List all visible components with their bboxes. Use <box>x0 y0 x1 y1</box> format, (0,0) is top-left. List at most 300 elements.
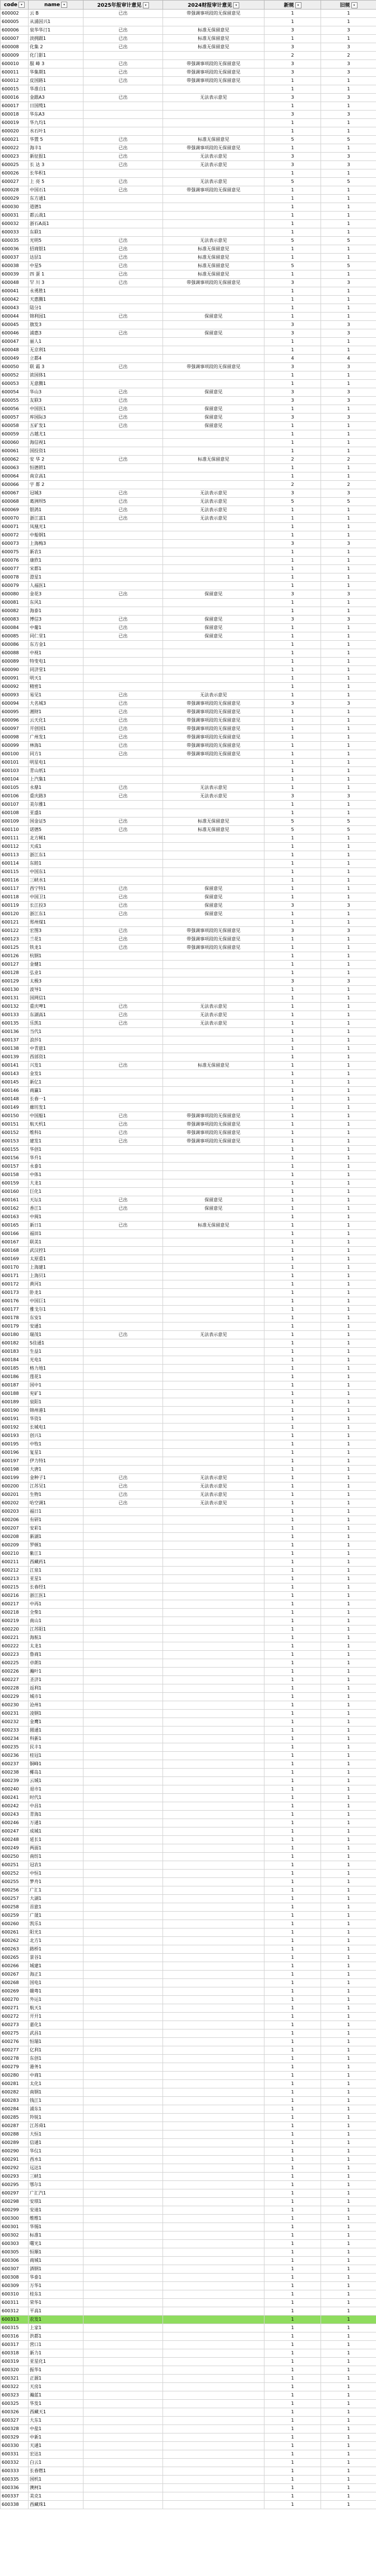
cell-opinion-2025[interactable] <box>83 1432 163 1440</box>
table-row[interactable] <box>1 1314 376 1323</box>
cell-opinion-2024[interactable] <box>163 220 264 228</box>
cell-old-rule[interactable]: 1 <box>321 2332 376 2341</box>
cell-opinion-2024[interactable]: 带强调事项段的无保留意见 <box>163 186 264 195</box>
cell-opinion-2024[interactable] <box>163 2290 264 2299</box>
cell-opinion-2024[interactable] <box>163 2240 264 2248</box>
table-row[interactable] <box>1 750 376 759</box>
table-row[interactable] <box>1 506 376 515</box>
table-row[interactable] <box>1 1045 376 1053</box>
cell-name[interactable]: 有研1 <box>29 1516 83 1525</box>
cell-opinion-2024[interactable]: 标准无保留意见 <box>163 245 264 254</box>
cell-old-rule[interactable]: 1 <box>321 1121 376 1129</box>
cell-new-rule[interactable]: 1 <box>264 607 321 616</box>
cell-old-rule[interactable]: 1 <box>321 1272 376 1280</box>
cell-code[interactable]: 600238 <box>1 1769 29 1777</box>
cell-old-rule[interactable]: 1 <box>321 18 376 26</box>
cell-opinion-2024[interactable] <box>163 1726 264 1735</box>
cell-opinion-2024[interactable] <box>163 986 264 994</box>
table-row[interactable] <box>1 2400 376 2408</box>
cell-new-rule[interactable]: 1 <box>264 2240 321 2248</box>
cell-name[interactable]: 上家1 <box>29 2324 83 2332</box>
cell-name[interactable]: 宇 都 2 <box>29 481 83 489</box>
cell-code[interactable]: 600232 <box>1 1718 29 1726</box>
cell-code[interactable]: 600172 <box>1 1280 29 1289</box>
table-row[interactable] <box>1 1272 376 1280</box>
cell-old-rule[interactable]: 2 <box>321 52 376 60</box>
cell-old-rule[interactable]: 1 <box>321 195 376 203</box>
table-row[interactable] <box>1 2248 376 2257</box>
table-row[interactable] <box>1 573 376 582</box>
cell-old-rule[interactable]: 1 <box>321 212 376 220</box>
cell-new-rule[interactable]: 1 <box>264 1996 321 2004</box>
cell-opinion-2024[interactable]: 标准无保留意见 <box>163 43 264 52</box>
cell-name[interactable]: 南山1 <box>29 1617 83 1626</box>
table-row[interactable] <box>1 481 376 489</box>
table-row[interactable] <box>1 607 376 616</box>
cell-code[interactable]: 600265 <box>1 1954 29 1962</box>
cell-new-rule[interactable]: 1 <box>264 1541 321 1550</box>
cell-opinion-2024[interactable] <box>163 338 264 346</box>
cell-old-rule[interactable]: 1 <box>321 1163 376 1171</box>
cell-new-rule[interactable]: 1 <box>264 2316 321 2324</box>
cell-new-rule[interactable]: 3 <box>264 902 321 910</box>
cell-old-rule[interactable]: 1 <box>321 969 376 977</box>
cell-name[interactable]: 浦东1 <box>29 2105 83 2114</box>
table-row[interactable] <box>1 43 376 52</box>
cell-old-rule[interactable]: 1 <box>321 1870 376 1878</box>
cell-code[interactable]: 600105 <box>1 784 29 792</box>
cell-old-rule[interactable]: 3 <box>321 329 376 338</box>
cell-opinion-2025[interactable] <box>83 1743 163 1752</box>
cell-new-rule[interactable]: 1 <box>264 1365 321 1373</box>
cell-name[interactable]: 商城1 <box>29 2257 83 2265</box>
cell-opinion-2024[interactable] <box>163 2408 264 2417</box>
cell-opinion-2025[interactable] <box>83 2240 163 2248</box>
table-row[interactable] <box>1 355 376 363</box>
cell-opinion-2025[interactable] <box>83 1238 163 1247</box>
cell-new-rule[interactable]: 3 <box>264 700 321 708</box>
cell-old-rule[interactable]: 1 <box>321 624 376 632</box>
cell-new-rule[interactable]: 1 <box>264 2433 321 2442</box>
cell-opinion-2024[interactable] <box>163 557 264 565</box>
cell-code[interactable]: 600096 <box>1 717 29 725</box>
cell-code[interactable]: 600336 <box>1 2484 29 2492</box>
cell-old-rule[interactable]: 1 <box>321 1701 376 1710</box>
cell-opinion-2025[interactable]: 已出 <box>83 725 163 733</box>
cell-opinion-2024[interactable] <box>163 1339 264 1348</box>
table-row[interactable] <box>1 649 376 658</box>
cell-opinion-2025[interactable]: 已出 <box>83 60 163 68</box>
table-row[interactable] <box>1 1306 376 1314</box>
cell-old-rule[interactable]: 1 <box>321 102 376 111</box>
table-row[interactable] <box>1 834 376 843</box>
cell-name[interactable]: 大龙1 <box>29 1179 83 1188</box>
cell-opinion-2024[interactable] <box>163 607 264 616</box>
cell-opinion-2025[interactable]: 已出 <box>83 733 163 742</box>
cell-opinion-2024[interactable] <box>163 1466 264 1474</box>
cell-new-rule[interactable]: 2 <box>264 52 321 60</box>
cell-name[interactable]: 标准1 <box>29 2231 83 2240</box>
table-row[interactable] <box>1 994 376 1003</box>
cell-new-rule[interactable]: 1 <box>264 683 321 691</box>
cell-name[interactable]: 科新1 <box>29 1735 83 1743</box>
cell-name[interactable]: 当代1 <box>29 1028 83 1036</box>
cell-new-rule[interactable]: 1 <box>264 2274 321 2282</box>
table-row[interactable] <box>1 1415 376 1424</box>
cell-name[interactable]: 长 达 3 <box>29 161 83 169</box>
table-row[interactable] <box>1 893 376 902</box>
cell-old-rule[interactable]: 1 <box>321 2156 376 2164</box>
cell-old-rule[interactable]: 1 <box>321 1592 376 1600</box>
cell-name[interactable]: 中昌1 <box>29 1802 83 1811</box>
cell-code[interactable]: 600292 <box>1 2164 29 2173</box>
cell-old-rule[interactable]: 3 <box>321 590 376 599</box>
table-row[interactable] <box>1 1626 376 1634</box>
table-row[interactable] <box>1 2332 376 2341</box>
cell-opinion-2024[interactable] <box>163 2316 264 2324</box>
cell-new-rule[interactable]: 3 <box>264 68 321 77</box>
cell-name[interactable]: 农发1 <box>29 2316 83 2324</box>
cell-new-rule[interactable]: 1 <box>264 582 321 590</box>
table-row[interactable] <box>1 2307 376 2316</box>
cell-name[interactable]: 两面1 <box>29 1844 83 1853</box>
cell-old-rule[interactable]: 1 <box>321 2029 376 2038</box>
cell-new-rule[interactable]: 1 <box>264 2450 321 2459</box>
cell-name[interactable]: 明星电1 <box>29 759 83 767</box>
table-row[interactable] <box>1 775 376 784</box>
cell-opinion-2024[interactable]: 带强调事项段的无保留意见 <box>163 60 264 68</box>
cell-name[interactable]: 荣华1 <box>29 2299 83 2307</box>
table-row[interactable] <box>1 1466 376 1474</box>
cell-opinion-2024[interactable]: 标准无保留意见 <box>163 818 264 826</box>
cell-old-rule[interactable]: 3 <box>321 321 376 329</box>
cell-opinion-2025[interactable] <box>83 2358 163 2366</box>
cell-code[interactable]: 600094 <box>1 700 29 708</box>
cell-new-rule[interactable]: 1 <box>264 742 321 750</box>
cell-name[interactable]: 浙石A高1 <box>29 220 83 228</box>
cell-old-rule[interactable]: 1 <box>321 2189 376 2198</box>
table-row[interactable] <box>1 2450 376 2459</box>
cell-name[interactable]: 中再1 <box>29 1600 83 1609</box>
cell-name[interactable]: 福田1 <box>29 1230 83 1238</box>
cell-old-rule[interactable]: 1 <box>321 910 376 919</box>
cell-code[interactable]: 600171 <box>1 1272 29 1280</box>
cell-new-rule[interactable]: 1 <box>264 531 321 540</box>
cell-name[interactable]: 天坛1 <box>29 1196 83 1205</box>
cell-name[interactable]: 圆通1 <box>29 1726 83 1735</box>
table-row[interactable] <box>1 792 376 801</box>
cell-old-rule[interactable]: 1 <box>321 1777 376 1785</box>
cell-old-rule[interactable]: 1 <box>321 2425 376 2433</box>
cell-opinion-2024[interactable] <box>163 582 264 590</box>
cell-name[interactable]: 中葡1 <box>29 624 83 632</box>
cell-old-rule[interactable]: 1 <box>321 1718 376 1726</box>
cell-opinion-2024[interactable] <box>163 565 264 573</box>
cell-opinion-2025[interactable]: 已出 <box>83 77 163 85</box>
cell-code[interactable]: 600248 <box>1 1836 29 1844</box>
cell-old-rule[interactable]: 1 <box>321 523 376 531</box>
cell-code[interactable]: 600085 <box>1 632 29 641</box>
cell-opinion-2025[interactable]: 已出 <box>83 826 163 834</box>
cell-old-rule[interactable]: 1 <box>321 2088 376 2097</box>
cell-old-rule[interactable]: 5 <box>321 136 376 144</box>
cell-old-rule[interactable]: 1 <box>321 1171 376 1179</box>
cell-code[interactable]: 600162 <box>1 1205 29 1213</box>
cell-code[interactable]: 600270 <box>1 1996 29 2004</box>
cell-opinion-2024[interactable] <box>163 1583 264 1592</box>
cell-name[interactable]: 金种子1 <box>29 1474 83 1482</box>
cell-opinion-2024[interactable] <box>163 2038 264 2046</box>
cell-new-rule[interactable]: 1 <box>264 641 321 649</box>
cell-new-rule[interactable]: 3 <box>264 388 321 397</box>
table-row[interactable] <box>1 2501 376 2509</box>
cell-opinion-2024[interactable] <box>163 1836 264 1844</box>
table-row[interactable] <box>1 969 376 977</box>
cell-old-rule[interactable]: 1 <box>321 2366 376 2375</box>
cell-code[interactable]: 600263 <box>1 1945 29 1954</box>
cell-opinion-2024[interactable] <box>163 1937 264 1945</box>
cell-old-rule[interactable]: 1 <box>321 2316 376 2324</box>
cell-opinion-2024[interactable] <box>163 447 264 456</box>
cell-code[interactable]: 600230 <box>1 1701 29 1710</box>
cell-code[interactable]: 600011 <box>1 68 29 77</box>
cell-new-rule[interactable]: 1 <box>264 203 321 212</box>
cell-opinion-2025[interactable] <box>83 1213 163 1222</box>
cell-name[interactable]: 华发1 <box>29 2400 83 2408</box>
cell-new-rule[interactable]: 1 <box>264 2038 321 2046</box>
cell-code[interactable]: 600152 <box>1 1129 29 1137</box>
cell-code[interactable]: 600110 <box>1 826 29 834</box>
cell-opinion-2025[interactable] <box>83 1188 163 1196</box>
cell-opinion-2025[interactable] <box>83 1676 163 1684</box>
table-row[interactable] <box>1 616 376 624</box>
cell-opinion-2025[interactable]: 已出 <box>83 186 163 195</box>
cell-opinion-2025[interactable] <box>83 2097 163 2105</box>
cell-opinion-2025[interactable]: 已出 <box>83 237 163 245</box>
cell-new-rule[interactable]: 5 <box>264 237 321 245</box>
cell-code[interactable]: 600225 <box>1 1659 29 1668</box>
cell-opinion-2025[interactable] <box>83 952 163 961</box>
cell-code[interactable]: 600338 <box>1 2501 29 2509</box>
cell-new-rule[interactable]: 1 <box>264 952 321 961</box>
table-row[interactable] <box>1 2358 376 2366</box>
cell-new-rule[interactable]: 1 <box>264 725 321 733</box>
cell-new-rule[interactable]: 1 <box>264 1020 321 1028</box>
cell-code[interactable]: 600097 <box>1 725 29 733</box>
cell-opinion-2024[interactable] <box>163 1036 264 1045</box>
cell-old-rule[interactable]: 1 <box>321 1693 376 1701</box>
table-row[interactable] <box>1 2425 376 2433</box>
table-row[interactable] <box>1 1230 376 1238</box>
table-row[interactable] <box>1 1003 376 1011</box>
cell-opinion-2024[interactable] <box>163 2156 264 2164</box>
cell-old-rule[interactable]: 1 <box>321 1255 376 1264</box>
cell-name[interactable]: 海航1 <box>29 1634 83 1642</box>
cell-code[interactable]: 600084 <box>1 624 29 632</box>
cell-name[interactable]: 金发1 <box>29 1070 83 1078</box>
table-row[interactable] <box>1 1457 376 1466</box>
cell-opinion-2024[interactable] <box>163 1533 264 1541</box>
cell-old-rule[interactable]: 1 <box>321 2391 376 2400</box>
cell-opinion-2024[interactable]: 保留意见 <box>163 902 264 910</box>
cell-code[interactable]: 600307 <box>1 2265 29 2274</box>
table-row[interactable] <box>1 60 376 68</box>
cell-opinion-2025[interactable]: 已出 <box>83 1020 163 1028</box>
cell-code[interactable]: 600246 <box>1 1819 29 1827</box>
cell-opinion-2024[interactable] <box>163 759 264 767</box>
cell-old-rule[interactable]: 1 <box>321 674 376 683</box>
cell-old-rule[interactable]: 1 <box>321 860 376 868</box>
cell-old-rule[interactable]: 3 <box>321 700 376 708</box>
cell-opinion-2024[interactable] <box>163 1230 264 1238</box>
table-row[interactable] <box>1 2122 376 2130</box>
cell-old-rule[interactable]: 1 <box>321 691 376 700</box>
cell-old-rule[interactable]: 1 <box>321 447 376 456</box>
cell-code[interactable]: 600305 <box>1 2248 29 2257</box>
cell-name[interactable]: 洪都1 <box>29 2332 83 2341</box>
cell-new-rule[interactable]: 1 <box>264 270 321 279</box>
cell-opinion-2024[interactable]: 无法表示意见 <box>163 1331 264 1339</box>
cell-name[interactable]: 中闽1 <box>29 1213 83 1222</box>
cell-opinion-2025[interactable] <box>83 1550 163 1558</box>
cell-code[interactable]: 600030 <box>1 203 29 212</box>
cell-opinion-2025[interactable]: 已出 <box>83 1011 163 1020</box>
cell-code[interactable]: 600182 <box>1 1339 29 1348</box>
cell-opinion-2024[interactable] <box>163 304 264 313</box>
cell-opinion-2024[interactable] <box>163 2484 264 2492</box>
cell-opinion-2024[interactable] <box>163 2223 264 2231</box>
cell-old-rule[interactable]: 3 <box>321 363 376 371</box>
cell-opinion-2024[interactable] <box>163 1415 264 1424</box>
cell-code[interactable]: 600039 <box>1 270 29 279</box>
cell-opinion-2025[interactable]: 已出 <box>83 624 163 632</box>
cell-name[interactable]: 中新1 <box>29 2433 83 2442</box>
cell-opinion-2025[interactable] <box>83 2332 163 2341</box>
cell-opinion-2024[interactable] <box>163 1179 264 1188</box>
cell-new-rule[interactable]: 1 <box>264 2290 321 2299</box>
table-row[interactable] <box>1 388 376 397</box>
cell-old-rule[interactable]: 1 <box>321 1415 376 1424</box>
cell-code[interactable]: 600133 <box>1 1011 29 1020</box>
cell-new-rule[interactable]: 1 <box>264 1634 321 1642</box>
cell-code[interactable]: 600111 <box>1 834 29 843</box>
table-row[interactable] <box>1 666 376 674</box>
cell-code[interactable]: 600255 <box>1 1878 29 1886</box>
cell-opinion-2025[interactable] <box>83 843 163 851</box>
cell-new-rule[interactable]: 1 <box>264 1264 321 1272</box>
cell-code[interactable]: 600116 <box>1 876 29 885</box>
cell-opinion-2024[interactable] <box>163 1827 264 1836</box>
cell-code[interactable]: 600008 <box>1 43 29 52</box>
cell-new-rule[interactable]: 3 <box>264 590 321 599</box>
cell-opinion-2025[interactable] <box>83 220 163 228</box>
cell-opinion-2025[interactable] <box>83 430 163 439</box>
cell-old-rule[interactable]: 1 <box>321 1878 376 1886</box>
cell-name[interactable]: 冠农1 <box>29 1861 83 1870</box>
cell-opinion-2024[interactable]: 标准无保留意见 <box>163 254 264 262</box>
cell-name[interactable]: 赣粤1 <box>29 1987 83 1996</box>
cell-old-rule[interactable]: 1 <box>321 85 376 94</box>
cell-opinion-2025[interactable] <box>83 1853 163 1861</box>
cell-old-rule[interactable]: 1 <box>321 2122 376 2130</box>
cell-old-rule[interactable]: 1 <box>321 2257 376 2265</box>
cell-name[interactable]: 远达1 <box>29 2164 83 2173</box>
cell-code[interactable]: 600249 <box>1 1844 29 1853</box>
cell-opinion-2025[interactable] <box>83 666 163 674</box>
cell-code[interactable]: 600141 <box>1 1062 29 1070</box>
cell-new-rule[interactable]: 1 <box>264 1752 321 1760</box>
cell-opinion-2025[interactable] <box>83 2021 163 2029</box>
cell-new-rule[interactable]: 1 <box>264 1870 321 1878</box>
cell-new-rule[interactable]: 1 <box>264 1028 321 1036</box>
cell-code[interactable]: 600048 <box>1 279 29 287</box>
cell-new-rule[interactable]: 1 <box>264 1525 321 1533</box>
table-row[interactable] <box>1 1567 376 1575</box>
cell-opinion-2025[interactable] <box>83 1870 163 1878</box>
table-row[interactable] <box>1 1651 376 1659</box>
cell-code[interactable]: 600005 <box>1 18 29 26</box>
cell-new-rule[interactable]: 1 <box>264 1474 321 1482</box>
cell-new-rule[interactable]: 1 <box>264 1222 321 1230</box>
cell-name[interactable]: 华准自1 <box>29 85 83 94</box>
cell-name[interactable]: 钱江1 <box>29 2097 83 2105</box>
cell-name[interactable]: 东方通1 <box>29 195 83 203</box>
cell-code[interactable]: 600291 <box>1 2156 29 2164</box>
cell-opinion-2024[interactable] <box>163 1920 264 1928</box>
cell-old-rule[interactable]: 1 <box>321 759 376 767</box>
table-row[interactable] <box>1 2476 376 2484</box>
cell-code[interactable]: 600056 <box>1 405 29 414</box>
cell-opinion-2025[interactable] <box>83 548 163 557</box>
cell-new-rule[interactable]: 1 <box>264 2375 321 2383</box>
cell-new-rule[interactable]: 1 <box>264 876 321 885</box>
cell-new-rule[interactable]: 1 <box>264 228 321 237</box>
cell-opinion-2025[interactable] <box>83 287 163 296</box>
cell-new-rule[interactable]: 1 <box>264 2501 321 2509</box>
cell-code[interactable]: 600146 <box>1 1087 29 1095</box>
cell-code[interactable]: 600157 <box>1 1163 29 1171</box>
cell-old-rule[interactable]: 1 <box>321 1028 376 1036</box>
cell-code[interactable]: 600170 <box>1 1264 29 1272</box>
cell-opinion-2025[interactable] <box>83 557 163 565</box>
table-row[interactable] <box>1 1693 376 1701</box>
table-row[interactable] <box>1 1592 376 1600</box>
cell-old-rule[interactable]: 1 <box>321 1962 376 1971</box>
cell-opinion-2024[interactable] <box>163 2055 264 2063</box>
cell-code[interactable]: 600186 <box>1 1373 29 1381</box>
cell-code[interactable]: 600027 <box>1 178 29 186</box>
cell-name[interactable]: 时代1 <box>29 1794 83 1802</box>
cell-old-rule[interactable]: 1 <box>321 1609 376 1617</box>
cell-old-rule[interactable]: 1 <box>321 2442 376 2450</box>
cell-name[interactable]: 杭钢1 <box>29 952 83 961</box>
table-row[interactable] <box>1 599 376 607</box>
cell-opinion-2025[interactable] <box>83 1297 163 1306</box>
cell-code[interactable]: 600023 <box>1 153 29 161</box>
cell-opinion-2024[interactable] <box>163 1508 264 1516</box>
cell-old-rule[interactable]: 1 <box>321 1861 376 1870</box>
cell-old-rule[interactable]: 1 <box>321 1735 376 1743</box>
cell-new-rule[interactable]: 1 <box>264 910 321 919</box>
cell-name[interactable]: 泉华华汀1 <box>29 26 83 35</box>
cell-new-rule[interactable]: 1 <box>264 2206 321 2215</box>
cell-opinion-2025[interactable]: 已出 <box>83 1482 163 1491</box>
cell-opinion-2025[interactable] <box>83 2105 163 2114</box>
cell-new-rule[interactable]: 1 <box>264 1238 321 1247</box>
cell-old-rule[interactable]: 1 <box>321 186 376 195</box>
cell-name[interactable]: 复星1 <box>29 1449 83 1457</box>
table-row[interactable] <box>1 818 376 826</box>
